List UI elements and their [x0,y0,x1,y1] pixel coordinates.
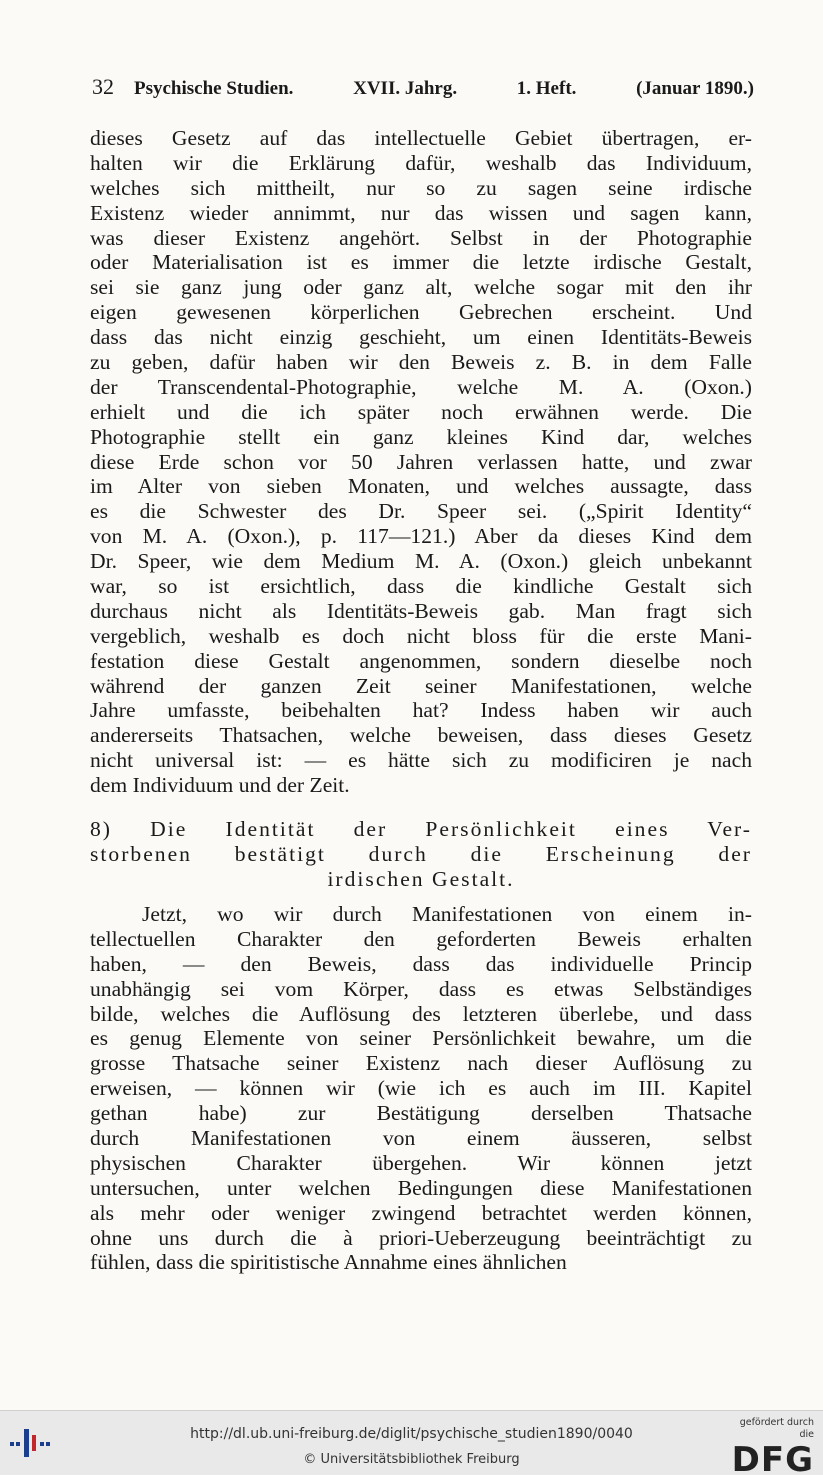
text-line: andererseits Thatsachen, welche beweisen, dass dieses Gesetz [90,723,752,748]
text-line: irdischen Gestalt. [327,866,515,891]
text-line: grosse Thatsache seiner Existenz nach dieser Auflösung zu [90,1051,752,1076]
text-line: storbenen bestätigt durch die Erscheinung der [90,841,752,866]
text-line: dem Individuum und der Zeit. [90,773,350,798]
text-line: während der ganzen Zeit seiner Manifestationen, welche [90,673,752,698]
dfg-logo [726,1417,814,1480]
dfg-wordmark: DFG [731,1440,814,1480]
issue-label: 1. Heft. [516,78,577,99]
text-line: was dieser Existenz angehört. Selbst in der Photographie [90,225,752,250]
text-line: Existenz wieder annimmt, nur das wissen und sagen kann, [90,200,752,225]
funding-note: gefördert durch die [739,1417,814,1440]
text-line: 8) Die Identität der Persönlichkeit eines Ver- [90,817,752,841]
text-line: gethan habe) zur Bestätigung derselben Thatsache [90,1101,752,1126]
text-line: es die Schwester des Dr. Speer sei. („Spirit Identity“ [90,499,752,524]
text-line: als mehr oder weniger zwingend betrachtet werden können, [90,1200,752,1225]
text-line: untersuchen, unter welchen Bedingungen diese Manifestationen [90,1175,752,1200]
paragraph-1 [90,126,752,798]
journal-title: Psychische Studien. [134,78,294,99]
text-line: fühlen, dass die spiritistische Annahme eines ähnlichen [90,1250,567,1275]
copyright-notice: © Universitätsbibliothek Freiburg [303,1452,520,1467]
source-url[interactable]: http://dl.ub.uni-freiburg.de/diglit/psychische_studien1890/0040 [190,1426,633,1442]
text-line: oder Materialisation ist es immer die letzte irdische Gestalt, [90,250,752,275]
text-line: im Alter von sieben Monaten, und welches aussagte, dass [90,474,752,499]
text-line: der Transcendental-Photographie, welche M. A. (Oxon.) [90,374,752,399]
text-line: vergeblich, weshalb es doch nicht bloss für die erste Mani- [90,623,752,648]
text-line: unabhängig sei vom Körper, dass es etwas Selbständiges [90,976,752,1001]
text-line: Jahre umfasste, beibehalten hat? Indess haben wir auch [90,698,752,723]
text-line: Dr. Speer, wie dem Medium M. A. (Oxon.) gleich unbekannt [90,549,752,574]
text-line: zu geben, dafür haben wir den Beweis z. B. in dem Falle [90,350,752,375]
page-number: 32 [92,74,114,99]
text-line: durchaus nicht als Identitäts-Beweis gab. Man fragt sich [90,598,752,623]
text-line: dass das nicht einzig geschieht, um einen Identitäts-Beweis [90,325,752,350]
text-line: sei sie ganz jung oder ganz alt, welche sogar mit den ihr [90,275,752,300]
text-line: erweisen, — können wir (wie ich es auch im III. Kapitel [90,1076,752,1101]
text-line: eigen gewesenen körperlichen Gebrechen erscheint. Und [90,300,752,325]
viewer-footer [0,1410,823,1480]
text-line: von M. A. (Oxon.), p. 117—121.) Aber da dieses Kind dem [90,524,752,549]
text-line: welches sich mittheilt, nur so zu sagen seine irdische [90,175,752,200]
text-line: Photographie stellt ein ganz kleines Kind dar, welches [90,424,752,449]
text-line: dieses Gesetz auf das intellectuelle Gebiet übertragen, er- [90,126,752,150]
section-heading [90,817,752,892]
running-header [92,74,754,104]
text-line: es genug Elemente von seiner Persönlichkeit bewahre, um die [90,1026,752,1051]
text-line: nicht universal ist: — es hätte sich zu modificiren je nach [90,748,752,773]
paragraph-2 [90,902,752,1275]
text-line: war, so ist ersichtlich, dass die kindliche Gestalt sich [90,574,752,599]
text-line: Jetzt, wo wir durch Manifestationen von einem in- [142,902,752,926]
text-line: durch Manifestationen von einem äusseren, selbst [90,1126,752,1151]
issue-date: (Januar 1890.) [636,78,754,99]
text-line: bilde, welches die Auflösung des letzteren überlebe, und dass [90,1001,752,1026]
text-line: ohne uns durch die à priori-Ueberzeugung beeinträchtigt zu [90,1225,752,1250]
text-line: diese Erde schon vor 50 Jahren verlassen hatte, und zwar [90,449,752,474]
text-line: festation diese Gestalt angenommen, sondern dieselbe noch [90,648,752,673]
text-line: haben, — den Beweis, dass das individuelle Princip [90,951,752,976]
running-title [134,78,754,100]
text-line: tellectuellen Charakter den geforderten Beweis erhalten [90,926,752,951]
text-line: halten wir die Erklärung dafür, weshalb das Individuum, [90,150,752,175]
volume-label: XVII. Jahrg. [353,78,458,99]
text-line: physischen Charakter übergehen. Wir können jetzt [90,1150,752,1175]
text-line: erhielt und die ich später noch erwähnen werde. Die [90,399,752,424]
